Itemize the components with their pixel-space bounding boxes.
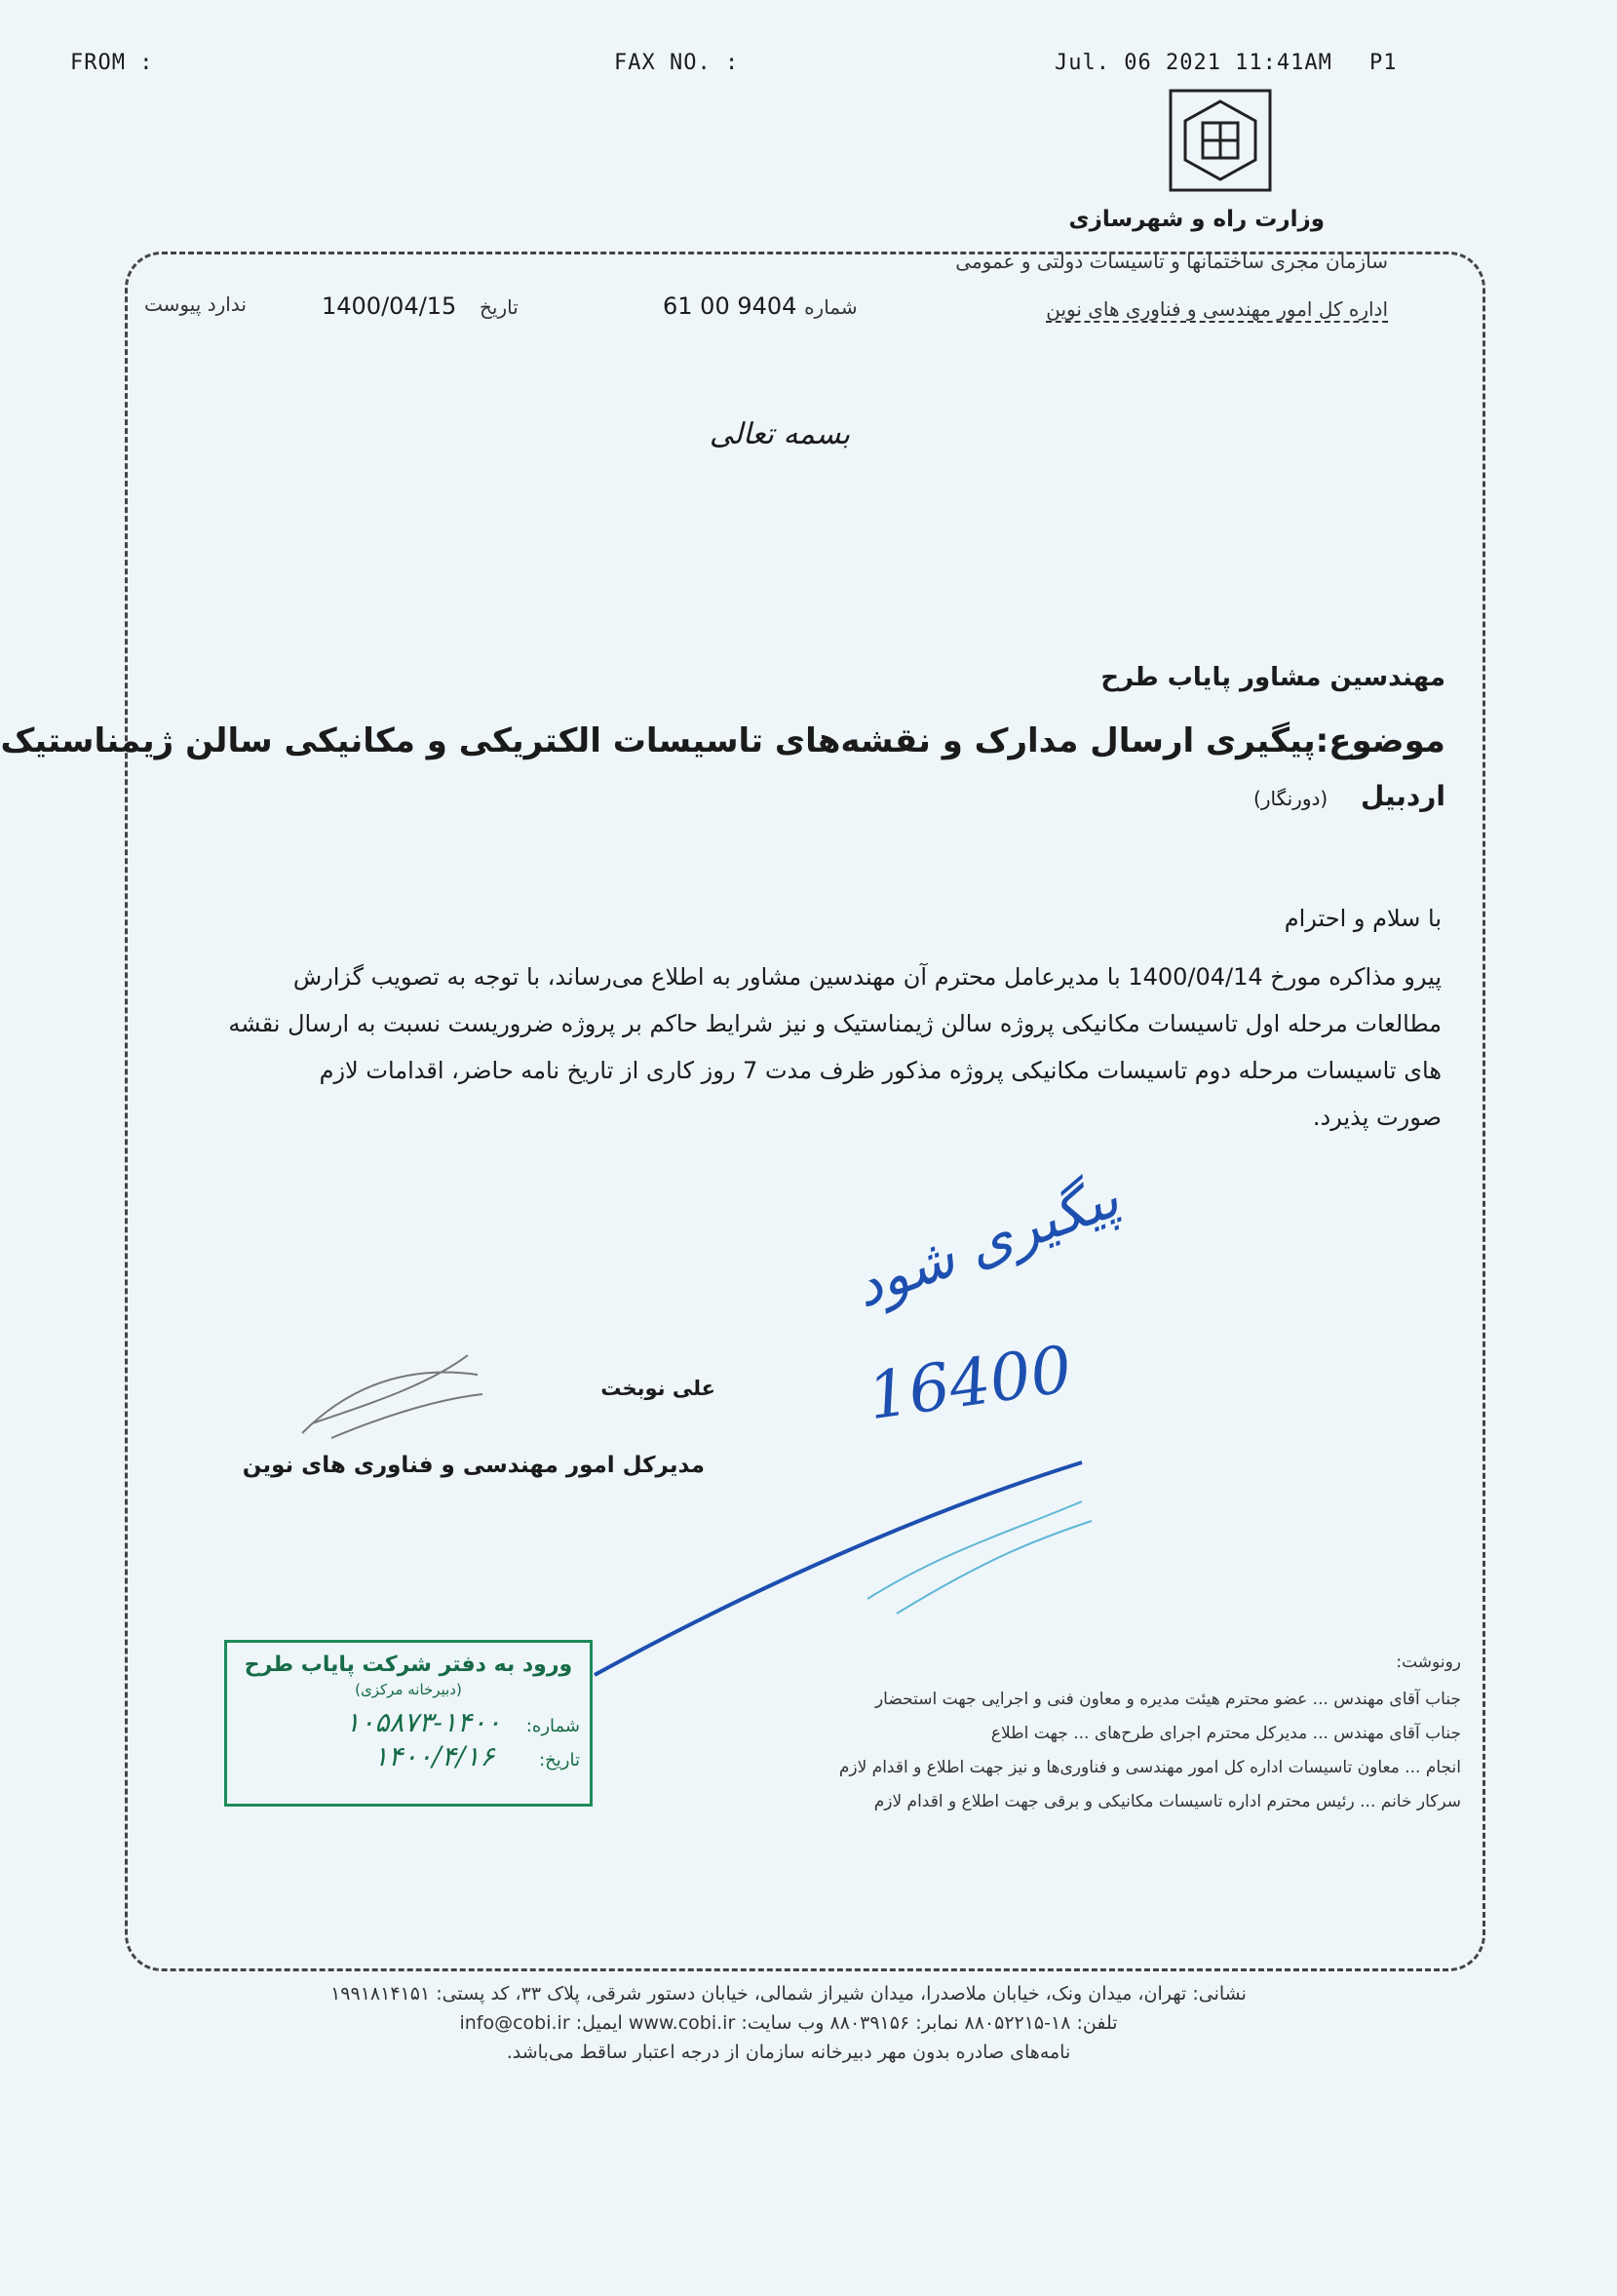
- attachment-value: ندارد: [207, 292, 247, 316]
- stamp-date: ۱۴۰۰/۴/۱۶: [373, 1740, 495, 1772]
- stamp-subtitle: (دبیرخانه مرکزی): [355, 1681, 462, 1698]
- letter-number-value: 61 00 9404: [663, 292, 797, 320]
- cc-list: [720, 1683, 1461, 1819]
- footer: [228, 1979, 1349, 2067]
- organization-name: سازمان مجری ساختمانها و تاسیسات دولتی و عمومی: [955, 250, 1388, 273]
- letter-date: [322, 292, 519, 320]
- ministry-name: وزارت راه و شهرسازی: [1068, 207, 1325, 232]
- letter-date-label: تاریخ: [479, 295, 519, 319]
- cc-item: سرکار خانم ... رئیس محترم اداره تاسیسات مکانیکی و برقی جهت اطلاع و اقدام لازم: [873, 1792, 1461, 1811]
- department-name: اداره کل امور مهندسی و فناوری های نوین: [1046, 297, 1388, 321]
- subject-city: [1253, 780, 1445, 812]
- handwritten-number: 16400: [863, 1331, 1077, 1435]
- signatory-title: مدیرکل امور مهندسی و فناوری های نوین: [242, 1453, 705, 1478]
- cc-label: رونوشت:: [1396, 1653, 1461, 1672]
- addressee: مهندسین مشاور پایاب طرح: [1100, 663, 1445, 692]
- letter-attachment: [144, 292, 247, 316]
- body-line: های تاسیسات مرحله دوم تاسیسات مکانیکی پروژه مذکور ظرف مدت 7 روز کاری از تاریخ نامه حاضر، اقدامات لازم: [319, 1057, 1442, 1084]
- letter-number-label: شماره: [804, 295, 858, 319]
- greeting: با سلام و احترام: [1284, 905, 1442, 932]
- cc-item: جناب آقای مهندس ... مدیرکل محترم اجرای طرح‌های ... جهت اطلاع: [990, 1724, 1461, 1743]
- footer-contact: تلفن: ۱۸-۸۸۰۵۲۲۱۵ نمابر: ۸۸۰۳۹۱۵۶ وب سایت: www.cobi.ir ایمیل: info@cobi.ir: [459, 2012, 1118, 2034]
- footer-note: نامه‌های صادره بدون مهر دبیرخانه سازمان از درجه اعتبار ساقط می‌باشد.: [506, 2042, 1071, 2063]
- stamp-number-row: [227, 1706, 580, 1738]
- body-paragraph: [145, 953, 1442, 1141]
- letter-date-value: 1400/04/15: [322, 292, 457, 320]
- fax-number: FAX NO. :: [614, 51, 740, 75]
- body-line: پیرو مذاکره مورخ 1400/04/14 با مدیرعامل محترم آن مهندسین مشاور به اطلاع می‌رساند، با توجه به تصویب گزارش: [292, 963, 1442, 991]
- letter-number: [663, 292, 887, 320]
- signatory-name: علی نوبخت: [600, 1377, 715, 1400]
- body-line: صورت پذیرد.: [1312, 1104, 1442, 1131]
- handwritten-note: پیگیری شود: [844, 1163, 1128, 1321]
- fax-page: P1: [1369, 51, 1398, 75]
- subject-city-note: (دورنگار): [1253, 787, 1328, 810]
- ministry-emblem-icon: [1168, 88, 1273, 193]
- attachment-label: پیوست: [144, 292, 202, 316]
- signature-scribble-icon: [292, 1345, 487, 1453]
- subject-city-name: اردبیل: [1360, 780, 1445, 812]
- subject-line: [0, 721, 1445, 760]
- subject-text: پیگیری ارسال مدارک و نقشه‌های تاسیسات الکتریکی و مکانیکی سالن ژیمناستیک: [0, 721, 1316, 760]
- salutation: بسمه تعالی: [709, 417, 851, 451]
- received-stamp: [224, 1640, 593, 1807]
- pen-stroke-icon: [575, 1443, 1101, 1687]
- fax-datetime: Jul. 06 2021 11:41AM: [1055, 51, 1332, 75]
- stamp-number: ۱۴۰۰-۱۰۵۸۷۳: [345, 1706, 502, 1738]
- subject-label: موضوع:: [1315, 721, 1445, 760]
- stamp-number-label: شماره:: [525, 1716, 580, 1736]
- cc-item: انجام ... معاون تاسیسات اداره کل امور مهندسی و فناوری‌ها و نیز جهت اطلاع و اقدام لازم: [838, 1758, 1461, 1777]
- stamp-title: ورود به دفتر شرکت پایاب طرح: [244, 1653, 573, 1677]
- fax-from: FROM :: [70, 51, 154, 75]
- body-line: مطالعات مرحله اول تاسیسات مکانیکی پروژه سالن ژیمناستیک و نیز شرایط حاکم بر پروژه ضروریست نسبت به ارسال نقشه: [228, 1010, 1442, 1037]
- stamp-date-row: [227, 1740, 580, 1772]
- cc-item: جناب آقای مهندس ... عضو محترم هیئت مدیره و معاون فنی و اجرایی جهت استحضار: [874, 1690, 1461, 1709]
- footer-address: نشانی: تهران، میدان ونک، خیابان ملاصدرا، میدان شیراز شمالی، خیابان دستور شرقی، پلاک ۳۳، کد پستی: ۱۹۹۱۸۱۴۱۵۱: [330, 1983, 1247, 2004]
- stamp-date-label: تاریخ:: [539, 1750, 580, 1771]
